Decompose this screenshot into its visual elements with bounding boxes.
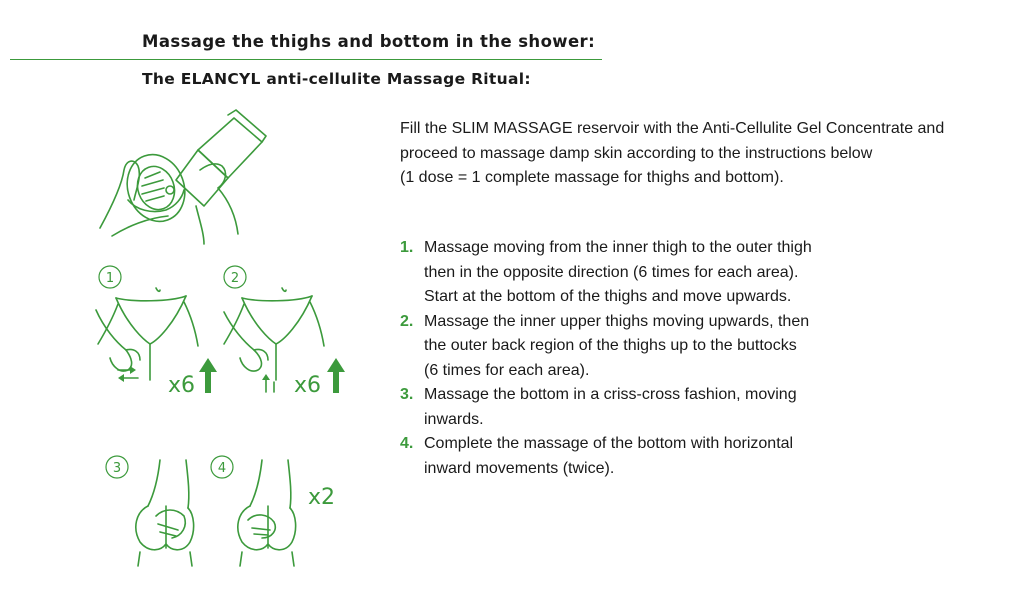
step1-illustration <box>96 266 217 398</box>
step-line: the outer back region of the thighs up to the buttocks <box>424 337 797 354</box>
step-line: Massage moving from the inner thigh to the outer thigh <box>424 239 812 256</box>
step-item-4 <box>400 432 880 481</box>
repeat-count: x6 <box>294 373 322 398</box>
step2-illustration <box>224 266 345 398</box>
intro-line: Fill the SLIM MASSAGE reservoir with the Anti-Cellulite Gel Concentrate and <box>400 120 945 137</box>
step-line: inward movements (twice). <box>424 459 615 477</box>
step-number: 3. <box>400 386 414 403</box>
gel-refill-illustration <box>100 110 266 244</box>
step-number: 1. <box>400 239 414 256</box>
step-number: 2. <box>400 312 414 330</box>
step-line: (6 times for each area). <box>424 361 590 379</box>
repeat-count: x2 <box>308 485 336 510</box>
step-line: Massage the bottom in a criss-cross fashion, moving <box>424 386 797 403</box>
intro-line: (1 dose = 1 complete massage for thighs and bottom). <box>400 169 784 186</box>
step-line: Start at the bottom of the thighs and move upwards. <box>424 288 792 305</box>
illustrations <box>0 0 400 612</box>
illustration-label: 4 <box>217 461 227 476</box>
step-line: Complete the massage of the bottom with horizontal <box>424 435 794 452</box>
illustration-label: 2 <box>230 271 240 286</box>
illustration-label: 1 <box>105 271 115 286</box>
step-item-1 <box>400 236 880 310</box>
step-line: then in the opposite direction (6 times for each area). <box>424 263 799 281</box>
step-line: inwards. <box>424 410 484 428</box>
step-item-3 <box>400 383 880 432</box>
step-line: Massage the inner upper thighs moving upwards, then <box>424 312 810 330</box>
intro-paragraph <box>400 117 1010 191</box>
step3-illustration <box>106 456 194 566</box>
page-title: Massage the thighs and bottom in the shower: <box>142 32 596 51</box>
step-number: 4. <box>400 435 414 452</box>
repeat-count: x6 <box>168 373 196 398</box>
illustration-label: 3 <box>112 461 122 476</box>
step4-illustration <box>211 456 335 566</box>
ritual-subtitle: The ELANCYL anti-cellulite Massage Ritual: <box>142 70 531 88</box>
step-item-2 <box>400 310 880 384</box>
intro-line: proceed to massage damp skin according to the instructions below <box>400 144 873 162</box>
steps-list <box>400 236 880 481</box>
